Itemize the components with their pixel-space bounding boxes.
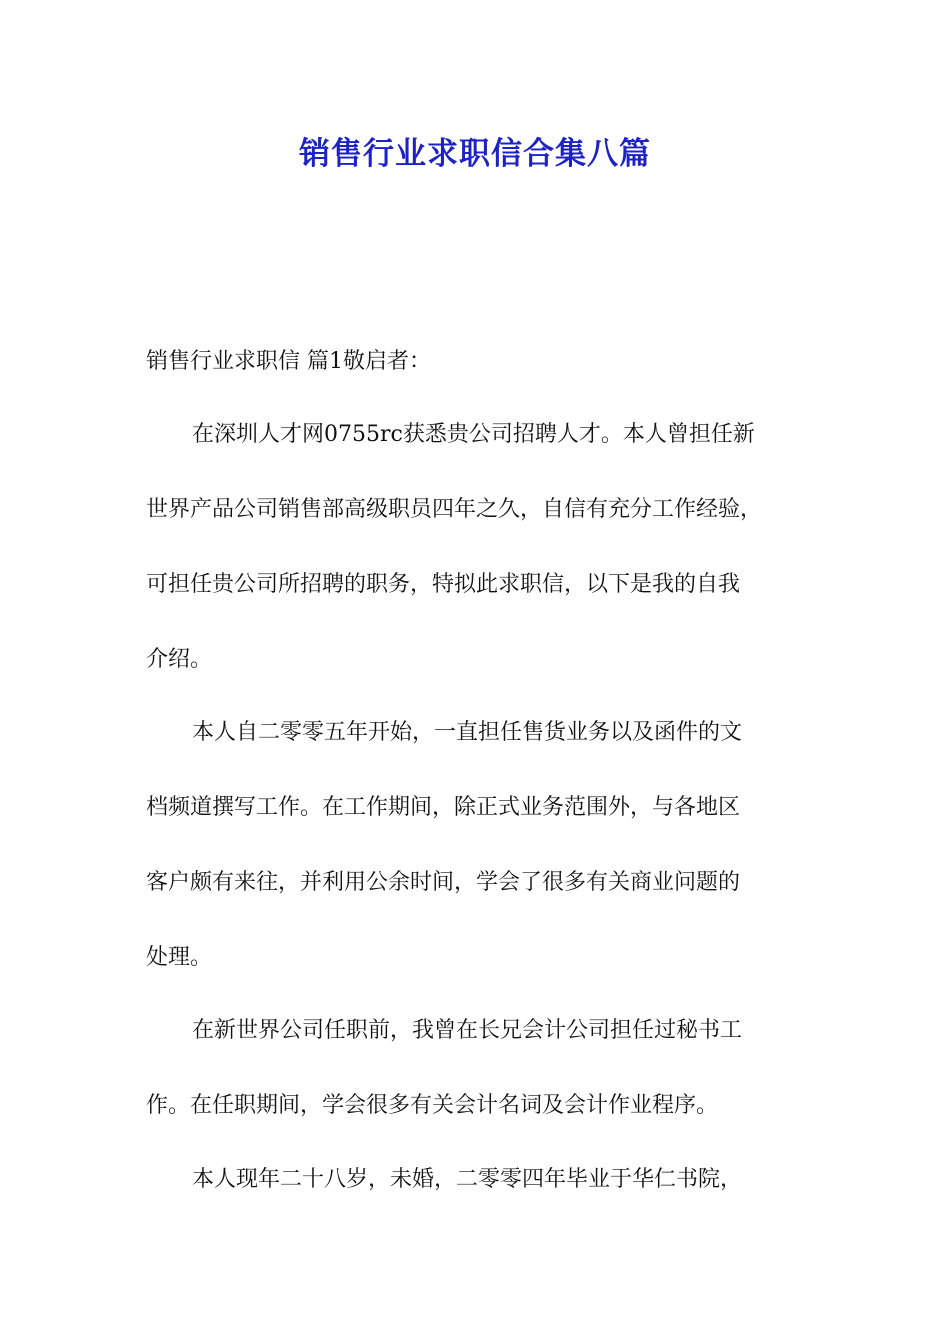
paragraph-2-line-3: 客户颇有来往，并利用公余时间，学会了很多有关商业问题的 (146, 870, 741, 895)
paragraph-4-line-1: 本人现年二十八岁，未婚，二零零四年毕业于华仁书院， (192, 1167, 743, 1192)
section-heading: 销售行业求职信 篇1敬启者： (146, 349, 431, 374)
paragraph-2-line-1: 本人自二零零五年开始，一直担任售货业务以及函件的文 (192, 720, 743, 745)
paragraph-3-line-2: 作。在任职期间，学会很多有关会计名词及会计作业程序。 (146, 1093, 719, 1118)
paragraph-2-line-2: 档频道撰写工作。在工作期间，除正式业务范围外，与各地区 (146, 795, 741, 820)
paragraph-1-line-2: 世界产品公司销售部高级职员四年之久，自信有充分工作经验， (146, 497, 763, 522)
paragraph-1-line-4: 介绍。 (146, 647, 213, 672)
paragraph-1-line-3: 可担任贵公司所招聘的职务，特拟此求职信，以下是我的自我 (146, 572, 741, 597)
paragraph-1-line-1: 在深圳人才网0755rc获悉贵公司招聘人才。本人曾担任新 (192, 422, 755, 447)
paragraph-2-line-4: 处理。 (146, 945, 213, 970)
paragraph-3-line-1: 在新世界公司任职前，我曾在长兄会计公司担任过秘书工 (192, 1018, 743, 1043)
document-title: 销售行业求职信合集八篇 (299, 136, 651, 172)
